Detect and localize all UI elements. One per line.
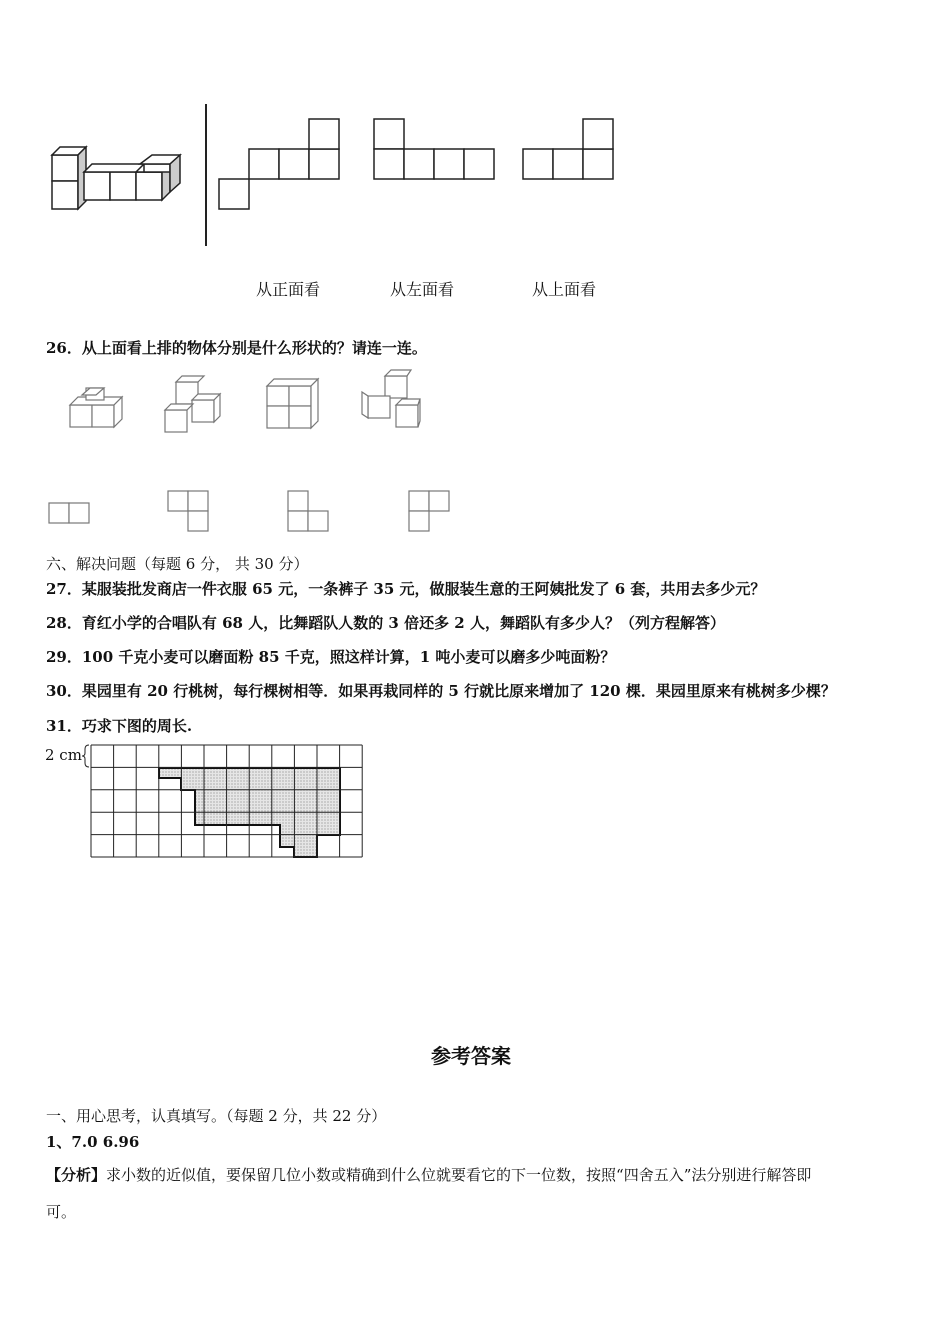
q26-text: 26．从上面看上排的物体分别是什么形状的？请连一连。 <box>46 339 427 357</box>
analysis-line-2: 可。 <box>46 1203 77 1221</box>
answer-1: 1、7.0 6.96 <box>46 1133 140 1151</box>
answers-section1: 一、用心思考，认真填写。（每题 2 分，共 22 分） <box>46 1107 387 1125</box>
question-31: 31．巧求下图的周长. <box>46 717 193 735</box>
question-29: 29．100 千克小麦可以磨面粉 85 千克，照这样计算，1 吨小麦可以磨多少吨面粉？ <box>46 648 616 666</box>
question-30: 30．果园里有 20 行桃树，每行棵树相等．如果再栽同样的 5 行就比原来增加了 120 棵．果园里原来有桃树多少棵？ <box>46 682 836 700</box>
analysis-line-1 <box>46 1164 811 1185</box>
answers-title: 参考答案 <box>431 1044 511 1068</box>
section6-heading: 六、解决问题（每题 6 分， 共 30 分） <box>46 555 309 573</box>
question-27: 27．某服装批发商店一件衣服 65 元，一条裤子 35 元，做服装生意的王阿姨批发了 6 套，共用去多少元？ <box>46 580 766 598</box>
question-28: 28．育红小学的合唱队有 68 人，比舞蹈队人数的 3 倍还多 2 人，舞蹈队有多少人？（列方程解答） <box>46 614 725 632</box>
analysis-text: 求小数的近似值，要保留几位小数或精确到什么位就要看它的下一位数，按照“四舍五入”法分别进行解答即 <box>106 1166 812 1184</box>
view-label-top: 从上面看 <box>532 280 597 299</box>
scale-label: 2 cm <box>45 746 82 764</box>
view-label-front: 从正面看 <box>256 280 321 299</box>
analysis-tag: 【分析】 <box>46 1166 107 1184</box>
view-label-left: 从左面看 <box>390 280 455 299</box>
